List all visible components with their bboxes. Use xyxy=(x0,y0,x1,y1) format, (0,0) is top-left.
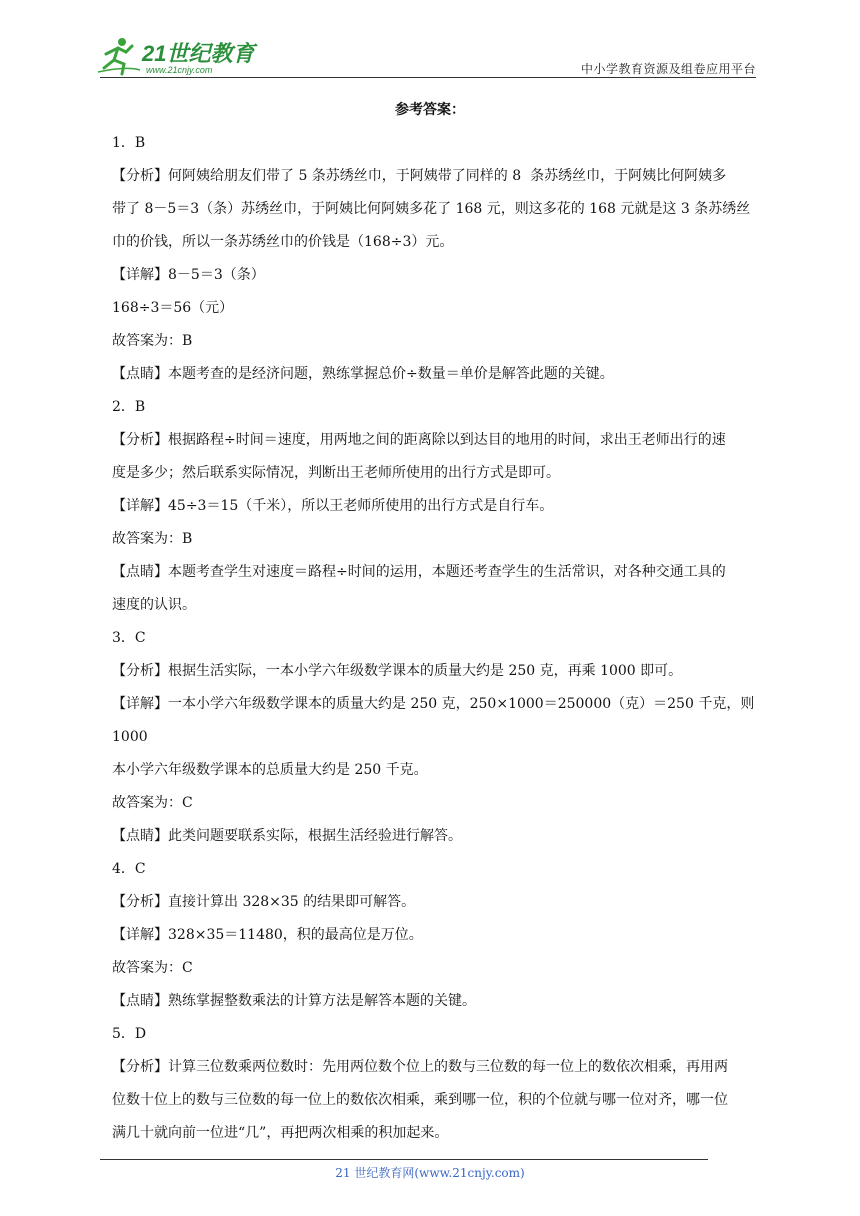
q2-analysis-2: 度是多少；然后联系实际情况，判断出王老师所使用的出行方式是即可。 xyxy=(112,465,560,481)
footer-divider xyxy=(100,1159,708,1160)
q3-number: 3．C xyxy=(112,630,146,646)
q1-analysis-1: 【分析】何阿姨给朋友们带了 5 条苏绣丝巾，于阿姨带了同样的 8 条苏绣丝巾，于阿姨比何阿姨多 xyxy=(112,168,727,184)
svg-text:www.21cnjy.com: www.21cnjy.com xyxy=(146,65,213,75)
platform-name: 中小学教育资源及组卷应用平台 xyxy=(580,62,756,76)
q1-analysis-3: 巾的价钱，所以一条苏绣丝巾的价钱是（168÷3）元。 xyxy=(112,234,454,250)
q5-analysis-3: 满几十就向前一位进“几”，再把两次相乘的积加起来。 xyxy=(112,1125,449,1141)
q4-analysis-1: 【分析】直接计算出 328×35 的结果即可解答。 xyxy=(112,894,416,910)
q3-detail-1: 【详解】一本小学六年级数学课本的质量大约是 250 克，250×1000＝250000（克）＝250 千克，则 1000 xyxy=(112,696,759,745)
q2-analysis-1: 【分析】根据路程÷时间＝速度，用两地之间的距离除以到达目的地用的时间，求出王老师出行的速 xyxy=(112,432,726,448)
site-logo[interactable] xyxy=(96,36,266,78)
q3-detail-2: 本小学六年级数学课本的总质量大约是 250 千克。 xyxy=(112,762,428,778)
q2-detail-1: 【详解】45÷3＝15（千米），所以王老师所使用的出行方式是自行车。 xyxy=(112,498,554,514)
svg-text:21世纪教育: 21世纪教育 xyxy=(142,41,255,66)
q5-analysis-1: 【分析】计算三位数乘两位数时：先用两位数个位上的数与三位数的每一位上的数依次相乘，再用两 xyxy=(112,1059,728,1075)
q1-number: 1．B xyxy=(112,135,146,151)
q2-comment-1: 【点睛】本题考查学生对速度＝路程÷时间的运用，本题还考查学生的生活常识，对各种交通工具的 xyxy=(112,564,726,580)
q4-number: 4．C xyxy=(112,861,146,877)
q4-detail-1: 【详解】328×35＝11480，积的最高位是万位。 xyxy=(112,927,423,943)
footer-link[interactable]: 21 世纪教育网(www.21cnjy.com) xyxy=(335,1166,525,1180)
page-header xyxy=(0,0,860,80)
header-divider xyxy=(100,77,756,78)
q2-answer: 故答案为：B xyxy=(112,531,193,547)
answer-content xyxy=(112,127,760,1150)
q5-number: 5．D xyxy=(112,1026,147,1042)
q3-comment: 【点睛】此类问题要联系实际，根据生活经验进行解答。 xyxy=(112,828,462,844)
q4-answer: 故答案为：C xyxy=(112,960,193,976)
q5-analysis-2: 位数十位上的数与三位数的每一位上的数依次相乘，乘到哪一位，积的个位就与哪一位对齐，哪一位 xyxy=(112,1092,728,1108)
q4-comment: 【点睛】熟练掌握整数乘法的计算方法是解答本题的关键。 xyxy=(112,993,476,1009)
q1-answer: 故答案为：B xyxy=(112,333,193,349)
runner-logo-icon xyxy=(96,36,266,78)
page-title: 参考答案： xyxy=(395,102,465,118)
q1-comment: 【点睛】本题考查的是经济问题，熟练掌握总价÷数量＝单价是解答此题的关键。 xyxy=(112,366,614,382)
q1-detail-1: 【详解】8－5＝3（条） xyxy=(112,267,265,283)
q3-analysis-1: 【分析】根据生活实际，一本小学六年级数学课本的质量大约是 250 克，再乘 1000 即可。 xyxy=(112,663,683,679)
q3-answer: 故答案为：C xyxy=(112,795,193,811)
q2-comment-2: 速度的认识。 xyxy=(112,597,196,613)
q1-analysis-2: 带了 8－5＝3（条）苏绣丝巾，于阿姨比何阿姨多花了 168 元，则这多花的 168 元就是这 3 条苏绣丝 xyxy=(112,201,751,217)
q1-detail-2: 168÷3＝56（元） xyxy=(112,300,234,316)
q2-number: 2．B xyxy=(112,399,146,415)
